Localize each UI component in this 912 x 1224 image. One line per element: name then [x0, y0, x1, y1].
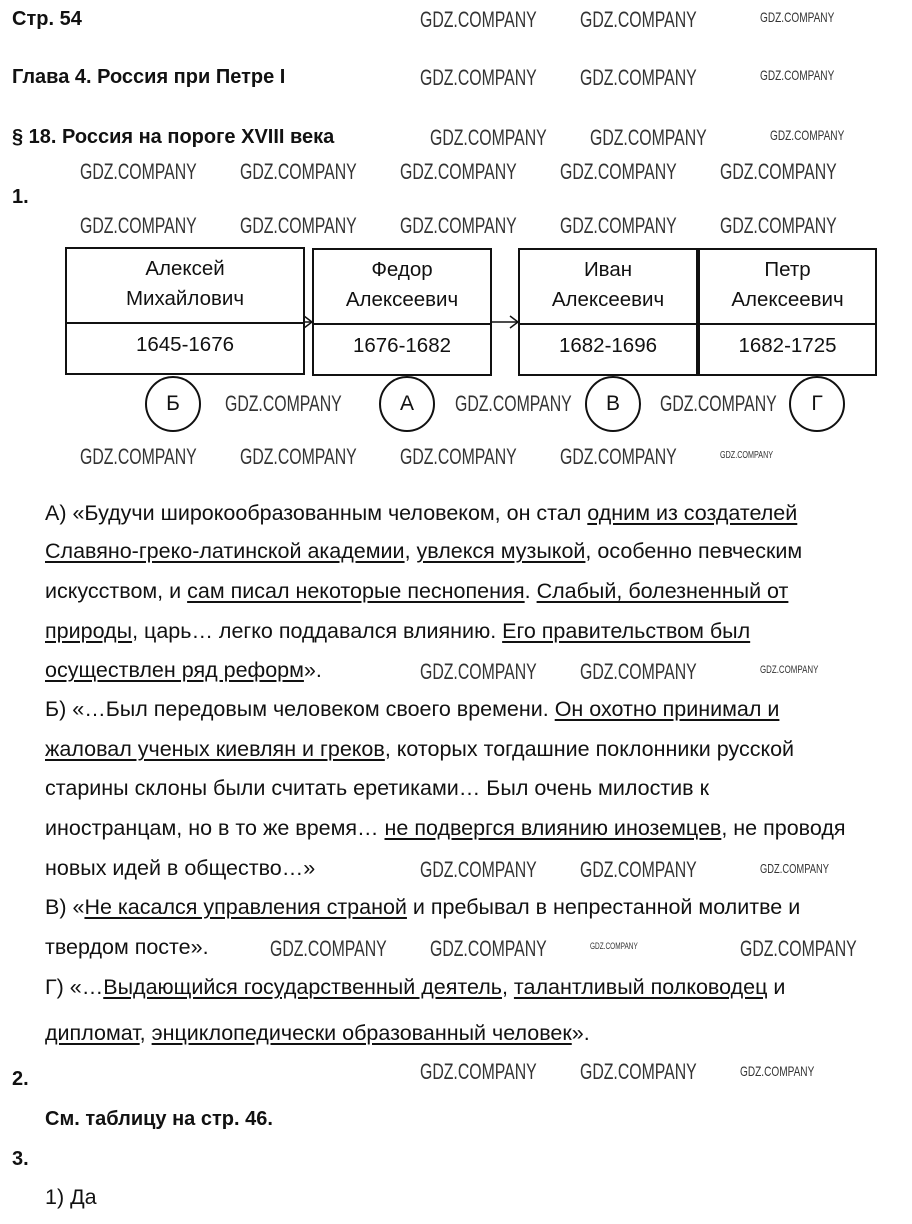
- answer-letter-circle: Б: [145, 376, 201, 432]
- ruler-patronymic: Михайлович: [125, 287, 244, 310]
- watermark: GDZ.COMPANY: [400, 159, 517, 184]
- quote-line: [45, 696, 779, 722]
- watermark: GDZ.COMPANY: [225, 391, 342, 416]
- arrow-icon: [492, 316, 518, 328]
- divider: [314, 323, 490, 325]
- text-fragment: ,: [139, 1021, 152, 1045]
- task-1-number: 1.: [12, 186, 29, 208]
- ruler-first-name: Петр: [764, 258, 811, 281]
- quote-line: [45, 775, 709, 801]
- ruler-box: [312, 248, 492, 376]
- watermark: GDZ.COMPANY: [80, 444, 197, 469]
- watermark: GDZ.COMPANY: [580, 659, 697, 684]
- section-title: § 18. Россия на пороге XVIII века: [12, 126, 335, 148]
- text-fragment: иностранцам, но в то же время…: [45, 816, 385, 840]
- watermark: GDZ.COMPANY: [80, 159, 197, 184]
- watermark: GDZ.COMPANY: [430, 125, 547, 150]
- watermark: GDZ.COMPANY: [760, 67, 835, 83]
- ruler-first-name: Алексей: [145, 257, 225, 280]
- underlined-fragment: Славяно-греко-латинской академии: [45, 539, 405, 563]
- chapter-title: Глава 4. Россия при Петре I: [12, 66, 286, 88]
- watermark: GDZ.COMPANY: [560, 159, 677, 184]
- watermark: GDZ.COMPANY: [420, 65, 537, 90]
- text-fragment: , царь… легко поддавался влиянию.: [132, 619, 503, 643]
- underlined-fragment: энциклопедически образованный человек: [151, 1021, 572, 1045]
- underlined-fragment: Слабый, болезненный от: [536, 579, 789, 603]
- text-fragment: ,: [501, 975, 514, 999]
- ruler-patronymic: Алексеевич: [731, 288, 844, 311]
- task-2-number: 2.: [12, 1068, 29, 1090]
- underlined-fragment: Не касался управления страной: [84, 895, 407, 919]
- underlined-fragment: Выдающийся государственный деятель: [103, 975, 502, 999]
- underlined-fragment: увлекся музыкой: [416, 539, 586, 563]
- watermark: GDZ.COMPANY: [80, 213, 197, 238]
- quote-line: [45, 578, 788, 604]
- watermark: GDZ.COMPANY: [740, 1063, 815, 1079]
- watermark: GDZ.COMPANY: [240, 213, 357, 238]
- text-fragment: В) «: [45, 895, 85, 919]
- watermark: GDZ.COMPANY: [760, 664, 819, 676]
- watermark: GDZ.COMPANY: [760, 9, 835, 25]
- text-fragment: твердом посте».: [45, 935, 209, 959]
- watermark: GDZ.COMPANY: [590, 941, 638, 951]
- underlined-fragment: осуществлен ряд реформ: [45, 658, 304, 682]
- quote-line: [45, 974, 785, 1000]
- watermark: GDZ.COMPANY: [420, 659, 537, 684]
- watermark: GDZ.COMPANY: [660, 391, 777, 416]
- task-3-answer-1: 1) Да: [45, 1185, 97, 1209]
- underlined-fragment: не подвергся влиянию иноземцев: [384, 816, 722, 840]
- ruler-first-name: Иван: [583, 258, 633, 281]
- quote-line: [45, 500, 797, 526]
- text-fragment: старины склоны были считать еретиками… Был очень милостив к: [45, 776, 709, 800]
- page-label: Стр. 54: [12, 8, 82, 30]
- watermark: GDZ.COMPANY: [420, 857, 537, 882]
- watermark: GDZ.COMPANY: [270, 936, 387, 961]
- answer-letter-circle: А: [379, 376, 435, 432]
- watermark: GDZ.COMPANY: [455, 391, 572, 416]
- text-fragment: новых идей в общество…»: [45, 856, 316, 880]
- ruler-box: [518, 248, 698, 376]
- underlined-fragment: жаловал ученых киевлян и греков: [45, 737, 385, 761]
- watermark: GDZ.COMPANY: [560, 213, 677, 238]
- text-fragment: ».: [571, 1021, 590, 1045]
- watermark: GDZ.COMPANY: [240, 159, 357, 184]
- watermark: GDZ.COMPANY: [560, 444, 677, 469]
- ruler-years: 1682-1725: [738, 334, 837, 357]
- watermark: GDZ.COMPANY: [240, 444, 357, 469]
- underlined-fragment: сам писал некоторые песнопения: [187, 579, 525, 603]
- watermark: GDZ.COMPANY: [580, 857, 697, 882]
- underlined-fragment: одним из создателей: [587, 501, 798, 525]
- watermark: GDZ.COMPANY: [580, 7, 697, 32]
- text-fragment: ,: [404, 539, 417, 563]
- watermark: GDZ.COMPANY: [720, 159, 837, 184]
- watermark: GDZ.COMPANY: [400, 213, 517, 238]
- divider: [700, 323, 875, 325]
- text-fragment: А) «Будучи широкообразованным человеком, он стал: [45, 501, 588, 525]
- watermark: GDZ.COMPANY: [760, 861, 829, 876]
- watermark: GDZ.COMPANY: [770, 127, 845, 143]
- quote-line: [45, 934, 209, 960]
- underlined-fragment: талантливый полководец: [513, 975, 768, 999]
- ruler-patronymic: Алексеевич: [551, 288, 665, 311]
- answer-letter-circle: В: [585, 376, 641, 432]
- divider: [520, 323, 696, 325]
- text-fragment: и пребывал в непрестанной молитве и: [406, 895, 801, 919]
- watermark: GDZ.COMPANY: [580, 1059, 697, 1084]
- text-fragment: и: [767, 975, 786, 999]
- quote-line: [45, 894, 800, 920]
- quote-line: [45, 855, 315, 881]
- divider: [67, 322, 303, 324]
- watermark: GDZ.COMPANY: [590, 125, 707, 150]
- text-fragment: искусством, и: [45, 579, 188, 603]
- text-fragment: , которых тогдашние поклонники русской: [384, 737, 795, 761]
- watermark: GDZ.COMPANY: [720, 213, 837, 238]
- quote-line: [45, 815, 846, 841]
- underlined-fragment: Он охотно принимал и: [554, 697, 780, 721]
- watermark: GDZ.COMPANY: [420, 7, 537, 32]
- text-fragment: Г) «…: [45, 975, 104, 999]
- underlined-fragment: дипломат: [45, 1021, 140, 1045]
- quote-line: [45, 618, 750, 644]
- underlined-fragment: природы: [45, 619, 133, 643]
- ruler-years: 1676-1682: [352, 334, 452, 357]
- ruler-years: 1682-1696: [558, 334, 658, 357]
- watermark: GDZ.COMPANY: [430, 936, 547, 961]
- arrow-icon: [304, 316, 312, 328]
- task-2-answer: См. таблицу на стр. 46.: [45, 1108, 273, 1130]
- ruler-box: [65, 247, 305, 375]
- quote-line: [45, 538, 802, 564]
- ruler-years: 1645-1676: [135, 333, 235, 356]
- task-3-number: 3.: [12, 1148, 29, 1170]
- text-fragment: .: [524, 579, 537, 603]
- ruler-box: [698, 248, 877, 376]
- quote-line: [45, 736, 794, 762]
- watermark: GDZ.COMPANY: [400, 444, 517, 469]
- ruler-patronymic: Алексеевич: [345, 288, 459, 311]
- watermark: GDZ.COMPANY: [720, 450, 774, 461]
- quote-line: [45, 1020, 590, 1046]
- text-fragment: ».: [303, 658, 322, 682]
- text-fragment: , особенно певческим: [585, 539, 803, 563]
- text-fragment: , не проводя: [721, 816, 846, 840]
- watermark: GDZ.COMPANY: [580, 65, 697, 90]
- underlined-fragment: Его правительством был: [502, 619, 751, 643]
- watermark: GDZ.COMPANY: [740, 936, 857, 961]
- text-fragment: Б) «…Был передовым человеком своего времени.: [45, 697, 555, 721]
- answer-letter-circle: Г: [789, 376, 845, 432]
- ruler-first-name: Федор: [371, 258, 433, 281]
- quote-line: [45, 657, 322, 683]
- watermark: GDZ.COMPANY: [420, 1059, 537, 1084]
